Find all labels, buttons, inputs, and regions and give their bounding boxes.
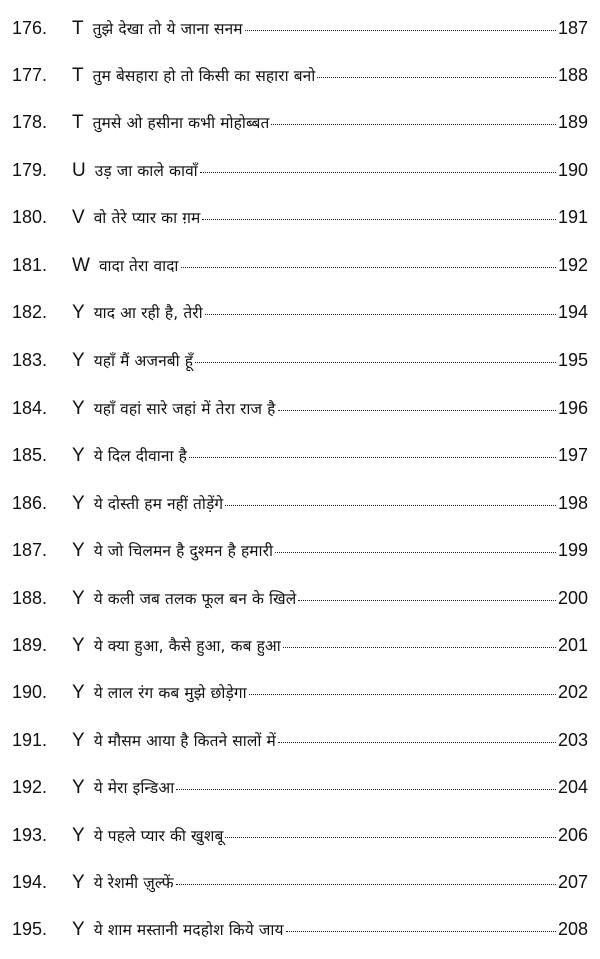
entry-index-letter: Y bbox=[72, 397, 85, 419]
entry-title: ये रेशमी ज़ुल्फें bbox=[93, 873, 174, 892]
entry-index-letter: Y bbox=[72, 349, 85, 371]
entry-index-letter: T bbox=[72, 17, 84, 39]
dot-leader bbox=[225, 837, 556, 838]
entry-number: 191. bbox=[12, 729, 48, 750]
entry-number: 179. bbox=[12, 159, 48, 180]
entry-page-number: 208 bbox=[557, 918, 588, 939]
entry-page-number: 190 bbox=[557, 159, 588, 180]
entry-index-letter: Y bbox=[72, 729, 85, 751]
dot-leader bbox=[275, 552, 556, 553]
entry-page-number: 204 bbox=[557, 776, 588, 797]
entry-number: 193. bbox=[12, 824, 48, 845]
entry-index-letter: W bbox=[72, 254, 90, 276]
dot-leader bbox=[176, 884, 556, 885]
dot-leader bbox=[278, 742, 556, 743]
entry-number: 184. bbox=[12, 397, 48, 418]
entry-number: 188. bbox=[12, 587, 48, 608]
entry-page-number: 199 bbox=[557, 539, 588, 560]
entry-index-letter: V bbox=[72, 206, 85, 228]
entry-title: ये दोस्ती हम नहीं तोड़ेंगे bbox=[93, 494, 224, 513]
entry-title: याद आ रही है, तेरी bbox=[93, 303, 203, 322]
toc-entry bbox=[0, 815, 600, 855]
entry-number: 177. bbox=[12, 64, 48, 85]
dot-leader bbox=[181, 267, 556, 268]
entry-page-number: 202 bbox=[557, 681, 588, 702]
entry-title: ये जो चिलमन है दुश्मन है हमारी bbox=[93, 541, 274, 560]
entry-title: तुम बेसहारा हो तो किसी का सहारा बनो bbox=[92, 66, 316, 85]
toc-entry bbox=[0, 102, 600, 142]
entry-number: 186. bbox=[12, 492, 48, 513]
entry-number: 192. bbox=[12, 776, 48, 797]
toc-entry bbox=[0, 909, 600, 949]
dot-leader bbox=[317, 77, 556, 78]
entry-number: 178. bbox=[12, 111, 48, 132]
dot-leader bbox=[176, 789, 556, 790]
toc-entry bbox=[0, 340, 600, 380]
entry-title: तुझे देखा तो ये जाना सनम bbox=[92, 19, 243, 38]
entry-number: 181. bbox=[12, 254, 48, 275]
entry-index-letter: Y bbox=[72, 587, 85, 609]
dot-leader bbox=[225, 505, 556, 506]
entry-page-number: 188 bbox=[557, 64, 588, 85]
entry-number: 182. bbox=[12, 301, 48, 322]
dot-leader bbox=[298, 600, 556, 601]
entry-number: 187. bbox=[12, 539, 48, 560]
entry-index-letter: Y bbox=[72, 444, 85, 466]
entry-page-number: 191 bbox=[557, 206, 588, 227]
toc-entry bbox=[0, 197, 600, 237]
entry-page-number: 194 bbox=[557, 301, 588, 322]
entry-page-number: 195 bbox=[557, 349, 588, 370]
entry-title: ये लाल रंग कब मुझे छोड़ेगा bbox=[93, 683, 247, 702]
entry-title: यहाँ मैं अजनबी हूँ bbox=[93, 351, 194, 370]
toc-entry bbox=[0, 530, 600, 570]
dot-leader bbox=[249, 694, 556, 695]
entry-title: ये दिल दीवाना है bbox=[93, 446, 187, 465]
entry-index-letter: Y bbox=[72, 871, 85, 893]
entry-page-number: 189 bbox=[557, 111, 588, 132]
entry-index-letter: Y bbox=[72, 776, 85, 798]
entry-page-number: 197 bbox=[557, 444, 588, 465]
entry-index-letter: Y bbox=[72, 634, 85, 656]
entry-page-number: 206 bbox=[557, 824, 588, 845]
entry-title: ये मौसम आया है कितने सालों में bbox=[93, 731, 276, 750]
toc-entry bbox=[0, 292, 600, 332]
entry-title: ये शाम मस्तानी मदहोश किये जाय bbox=[93, 920, 284, 939]
dot-leader bbox=[245, 30, 556, 31]
toc-entry bbox=[0, 8, 600, 48]
dot-leader bbox=[200, 172, 556, 173]
toc-entry bbox=[0, 720, 600, 760]
entry-index-letter: T bbox=[72, 64, 84, 86]
dot-leader bbox=[189, 457, 556, 458]
entry-title: तुमसे ओ हसीना कभी मोहोब्बत bbox=[92, 113, 270, 132]
dot-leader bbox=[283, 647, 556, 648]
entry-title: ये मेरा इन्डिआ bbox=[93, 778, 175, 797]
entry-index-letter: Y bbox=[72, 492, 85, 514]
entry-index-letter: Y bbox=[72, 539, 85, 561]
entry-page-number: 192 bbox=[557, 254, 588, 275]
entry-number: 183. bbox=[12, 349, 48, 370]
entry-page-number: 187 bbox=[557, 17, 588, 38]
toc-entry bbox=[0, 862, 600, 902]
entry-index-letter: T bbox=[72, 111, 84, 133]
entry-title: उड़ जा काले कावाँ bbox=[94, 161, 198, 180]
toc-entry bbox=[0, 483, 600, 523]
dot-leader bbox=[286, 931, 556, 932]
entry-index-letter: Y bbox=[72, 301, 85, 323]
entry-page-number: 203 bbox=[557, 729, 588, 750]
entry-page-number: 201 bbox=[557, 634, 588, 655]
entry-title: ये कली जब तलक फूल बन के खिले bbox=[93, 589, 297, 608]
entry-number: 195. bbox=[12, 918, 48, 939]
toc-entry bbox=[0, 672, 600, 712]
entry-page-number: 200 bbox=[557, 587, 588, 608]
toc-entry bbox=[0, 578, 600, 618]
toc-entry bbox=[0, 767, 600, 807]
entry-index-letter: Y bbox=[72, 918, 85, 940]
toc-entry bbox=[0, 150, 600, 190]
entry-title: वो तेरे प्यार का ग़म bbox=[93, 208, 201, 227]
entry-page-number: 207 bbox=[557, 871, 588, 892]
entry-index-letter: Y bbox=[72, 824, 85, 846]
entry-number: 189. bbox=[12, 634, 48, 655]
entry-title: वादा तेरा वादा bbox=[98, 256, 179, 275]
entry-number: 190. bbox=[12, 681, 48, 702]
toc-entry bbox=[0, 435, 600, 475]
entry-number: 180. bbox=[12, 206, 48, 227]
entry-title: यहाँ वहां सारे जहां में तेरा राज है bbox=[93, 399, 276, 418]
entry-number: 194. bbox=[12, 871, 48, 892]
entry-page-number: 198 bbox=[557, 492, 588, 513]
toc-entry bbox=[0, 388, 600, 428]
dot-leader bbox=[202, 219, 556, 220]
entry-title: ये क्या हुआ, कैसे हुआ, कब हुआ bbox=[93, 636, 281, 655]
dot-leader bbox=[278, 410, 556, 411]
dot-leader bbox=[195, 362, 556, 363]
entry-number: 185. bbox=[12, 444, 48, 465]
entry-page-number: 196 bbox=[557, 397, 588, 418]
entry-index-letter: Y bbox=[72, 681, 85, 703]
toc-entry bbox=[0, 625, 600, 665]
dot-leader bbox=[205, 314, 556, 315]
entry-title: ये पहले प्यार की खुशबू bbox=[93, 826, 224, 845]
entry-index-letter: U bbox=[72, 159, 86, 181]
entry-number: 176. bbox=[12, 17, 48, 38]
toc-entry bbox=[0, 245, 600, 285]
toc-entry bbox=[0, 55, 600, 95]
dot-leader bbox=[271, 124, 556, 125]
